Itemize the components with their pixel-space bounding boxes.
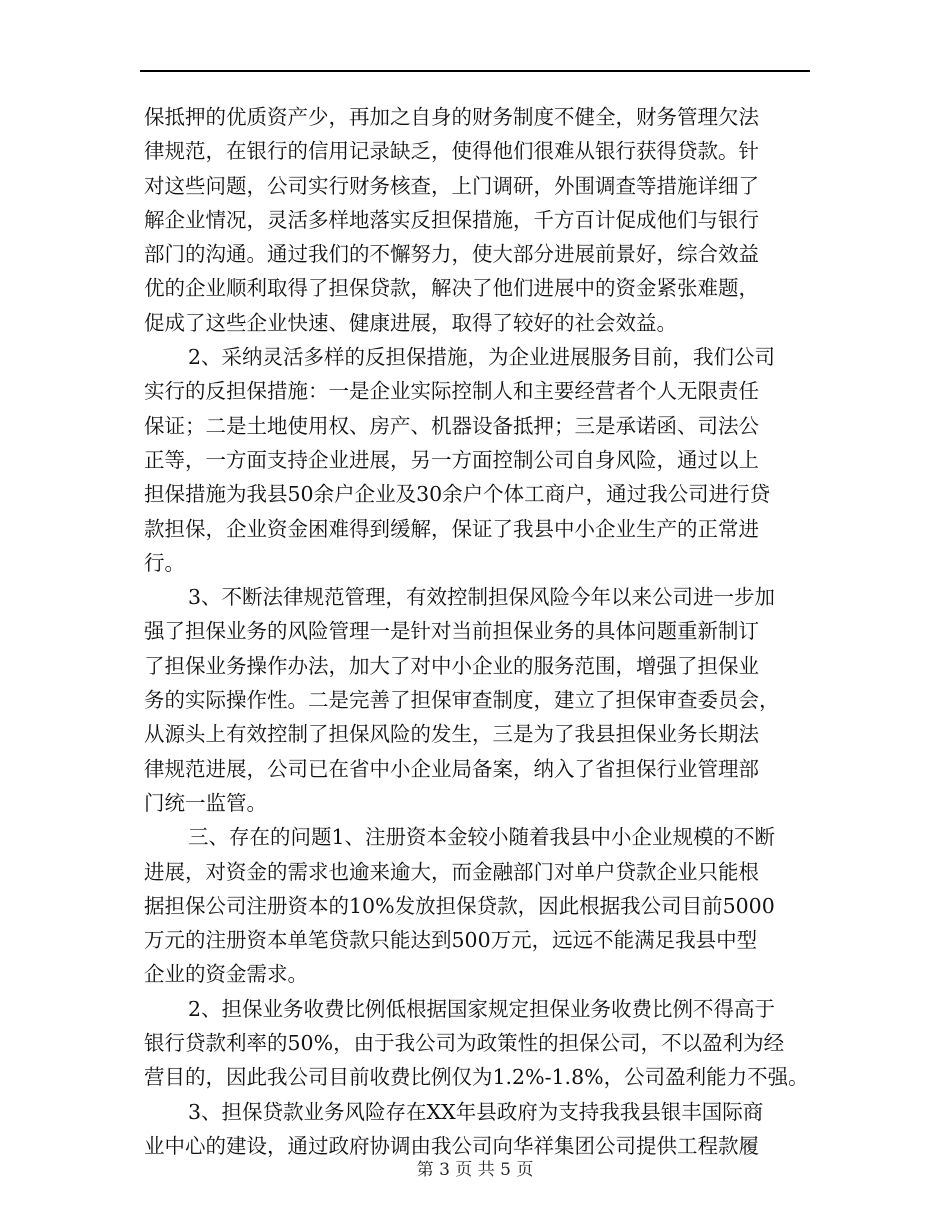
page-footer: 第 3 页 共 5 页 — [416, 1160, 534, 1180]
text-line: 从源头上有效控制了担保风险的发生，三是为了我县担保业务长期法 — [144, 722, 759, 747]
text-line: 2、采纳灵活多样的反担保措施，为企业进展服务目前，我们公司 — [188, 345, 776, 370]
text-line: 业中心的建设，通过政府协调由我公司向华祥集团公司提供工程款履 — [144, 1133, 759, 1158]
text-line: 行。 — [144, 550, 185, 575]
text-line: 款担保，企业资金困难得到缓解，保证了我县中小企业生产的正常进 — [144, 516, 759, 541]
text-line: 律规范，在银行的信用记录缺乏，使得他们很难从银行获得贷款。针 — [144, 139, 759, 164]
body-text — [144, 100, 810, 1163]
text-line: 担保措施为我县50余户企业及30余户个体工商户，通过我公司进行贷 — [144, 482, 771, 507]
text-line: 对这些问题，公司实行财务核查，上门调研，外围调查等措施详细了 — [144, 173, 759, 198]
text-line: 务的实际操作性。二是完善了担保审查制度，建立了担保审查委员会， — [144, 688, 780, 713]
text-line: 据担保公司注册资本的10%发放担保贷款，因此根据我公司目前5000 — [144, 893, 775, 918]
text-line: 银行贷款利率的50%，由于我公司为政策性的担保公司，不以盈利为经 — [144, 1031, 785, 1056]
text-line: 律规范进展，公司已在省中小企业局备案，纳入了省担保行业管理部 — [144, 756, 759, 781]
text-line: 2、担保业务收费比例低根据国家规定担保业务收费比例不得高于 — [188, 996, 776, 1021]
text-line: 保抵押的优质资产少，再加之自身的财务制度不健全，财务管理欠法 — [144, 105, 759, 129]
text-line: 门统一监管。 — [144, 790, 267, 815]
text-line: 3、不断法律规范管理，有效控制担保风险今年以来公司进一步加 — [188, 585, 776, 610]
text-line: 正等，一方面支持企业进展，另一方面控制公司自身风险，通过以上 — [144, 447, 759, 472]
text-line: 实行的反担保措施：一是企业实际控制人和主要经营者个人无限责任 — [144, 379, 759, 404]
text-line: 优的企业顺利取得了担保贷款，解决了他们进展中的资金紧张难题， — [144, 276, 759, 301]
text-line: 三、存在的问题1、注册资本金较小随着我县中小企业规模的不断 — [188, 825, 776, 850]
text-line: 营目的，因此我公司目前收费比例仅为1.2%-1.8%，公司盈利能力不强。 — [144, 1065, 809, 1090]
text-line: 3、担保贷款业务风险存在XX年县政府为支持我我县银丰国际商 — [188, 1099, 764, 1124]
text-line: 解企业情况，灵活多样地落实反担保措施，千方百计促成他们与银行 — [144, 207, 759, 232]
text-line: 促成了这些企业快速、健康进展，取得了较好的社会效益。 — [144, 310, 677, 335]
text-line: 部门的沟通。通过我们的不懈努力，使大部分进展前景好，综合效益 — [144, 242, 759, 267]
text-line: 了担保业务操作办法，加大了对中小企业的服务范围，增强了担保业 — [144, 653, 759, 678]
text-line: 保证；二是土地使用权、房产、机器设备抵押；三是承诺函、司法公 — [144, 413, 759, 438]
text-line: 强了担保业务的风险管理一是针对当前担保业务的具体问题重新制订 — [144, 619, 759, 644]
text-line: 进展，对资金的需求也逾来逾大，而金融部门对单户贷款企业只能根 — [144, 859, 759, 884]
header-rule — [140, 70, 810, 72]
text-line: 企业的资金需求。 — [144, 962, 308, 987]
text-line: 万元的注册资本单笔贷款只能达到500万元，远远不能满足我县中型 — [144, 928, 758, 953]
